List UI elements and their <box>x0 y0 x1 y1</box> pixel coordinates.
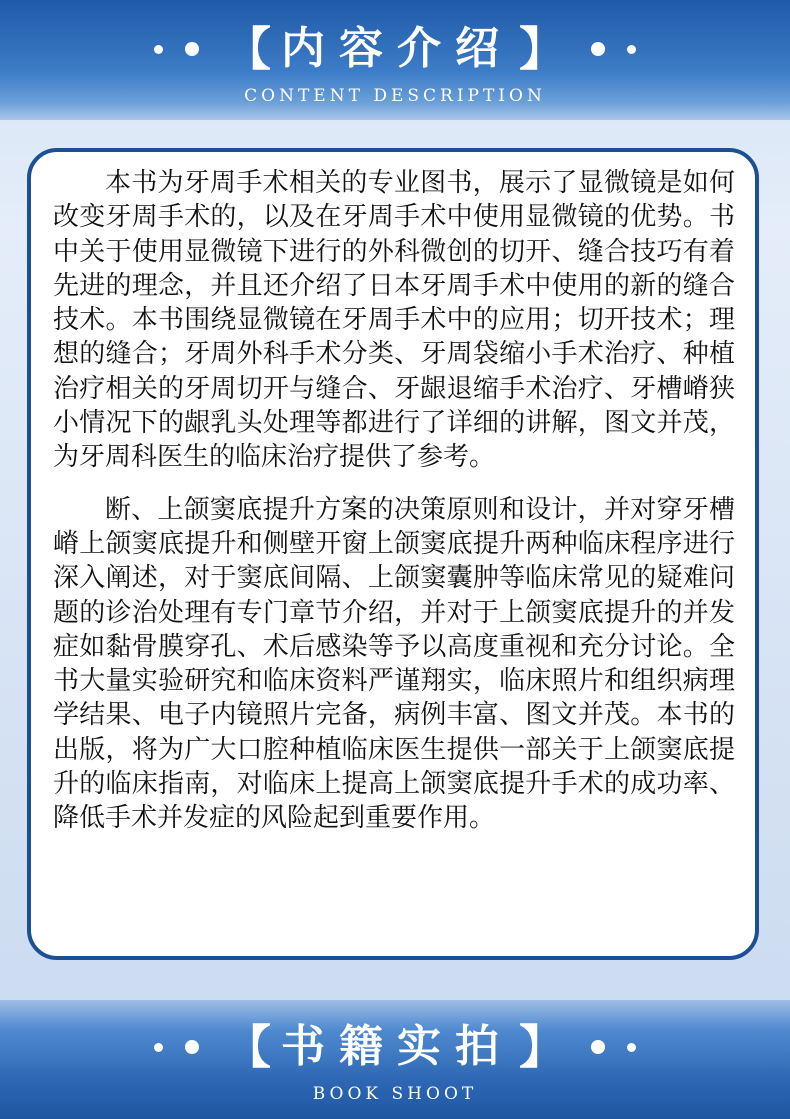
right-bracket: 】 <box>519 1020 565 1074</box>
decorative-dots-left <box>154 42 199 56</box>
section-title-row <box>0 22 790 76</box>
section-title: 内容介绍 <box>281 23 513 74</box>
dot-icon <box>627 45 636 54</box>
content-paragraph-1: 本书为牙周手术相关的专业图书，展示了显微镜是如何改变牙周手术的，以及在牙周手术中使用显微镜的优势。书中关于使用显微镜下进行的外科微创的切开、缝合技巧有着先进的理念，并且还介绍了日本牙周手术中使用的新的缝合技术。本书围绕显微镜在牙周手术中的应用；切开技术；理想的缝合；牙周外科手术分类、牙周袋缩小手术治疗、种植治疗相关的牙周切开与缝合、牙龈退缩手术治疗、牙槽嵴狭小情况下的龈乳头处理等都进行了详细的讲解，图文并茂，为牙周科医生的临床治疗提供了参考。 <box>53 168 735 473</box>
dot-icon <box>154 45 163 54</box>
decorative-dots-right <box>591 42 636 56</box>
right-bracket: 】 <box>519 22 565 76</box>
dot-icon <box>591 1040 605 1054</box>
section-subtitle: BOOK SHOOT <box>312 1084 478 1104</box>
dot-icon <box>154 1043 163 1052</box>
section-subtitle: CONTENT DESCRIPTION <box>244 86 546 106</box>
dot-icon <box>627 1043 636 1052</box>
dot-icon <box>591 42 605 56</box>
left-bracket: 【 <box>225 1020 271 1074</box>
decorative-dots-right <box>591 1040 636 1054</box>
content-description-header <box>0 0 790 120</box>
decorative-dots-left <box>154 1040 199 1054</box>
section-title-row <box>0 1020 790 1074</box>
left-bracket: 【 <box>225 22 271 76</box>
dot-icon <box>185 1040 199 1054</box>
dot-icon <box>185 42 199 56</box>
content-paragraph-2: 断、上颌窦底提升方案的决策原则和设计，并对穿牙槽嵴上颌窦底提升和侧壁开窗上颌窦底提升两种临床程序进行深入阐述，对于窦底间隔、上颌窦囊肿等临床常见的疑难问题的诊治处理有专门章节介绍，并对于上颌窦底提升的并发症如黏骨膜穿孔、术后感染等予以高度重视和充分讨论。全书大量实验研究和临床资料严谨翔实，临床照片和组织病理学结果、电子内镜照片完备，病例丰富、图文并茂。本书的出版，将为广大口腔种植临床医生提供一部关于上颌窦底提升的临床指南，对临床上提高上颌窦底提升手术的成功率、降低手术并发症的风险起到重要作用。 <box>53 494 735 834</box>
content-card <box>27 148 759 960</box>
book-shoot-header <box>0 1000 790 1119</box>
section-title: 书籍实拍 <box>281 1021 513 1072</box>
